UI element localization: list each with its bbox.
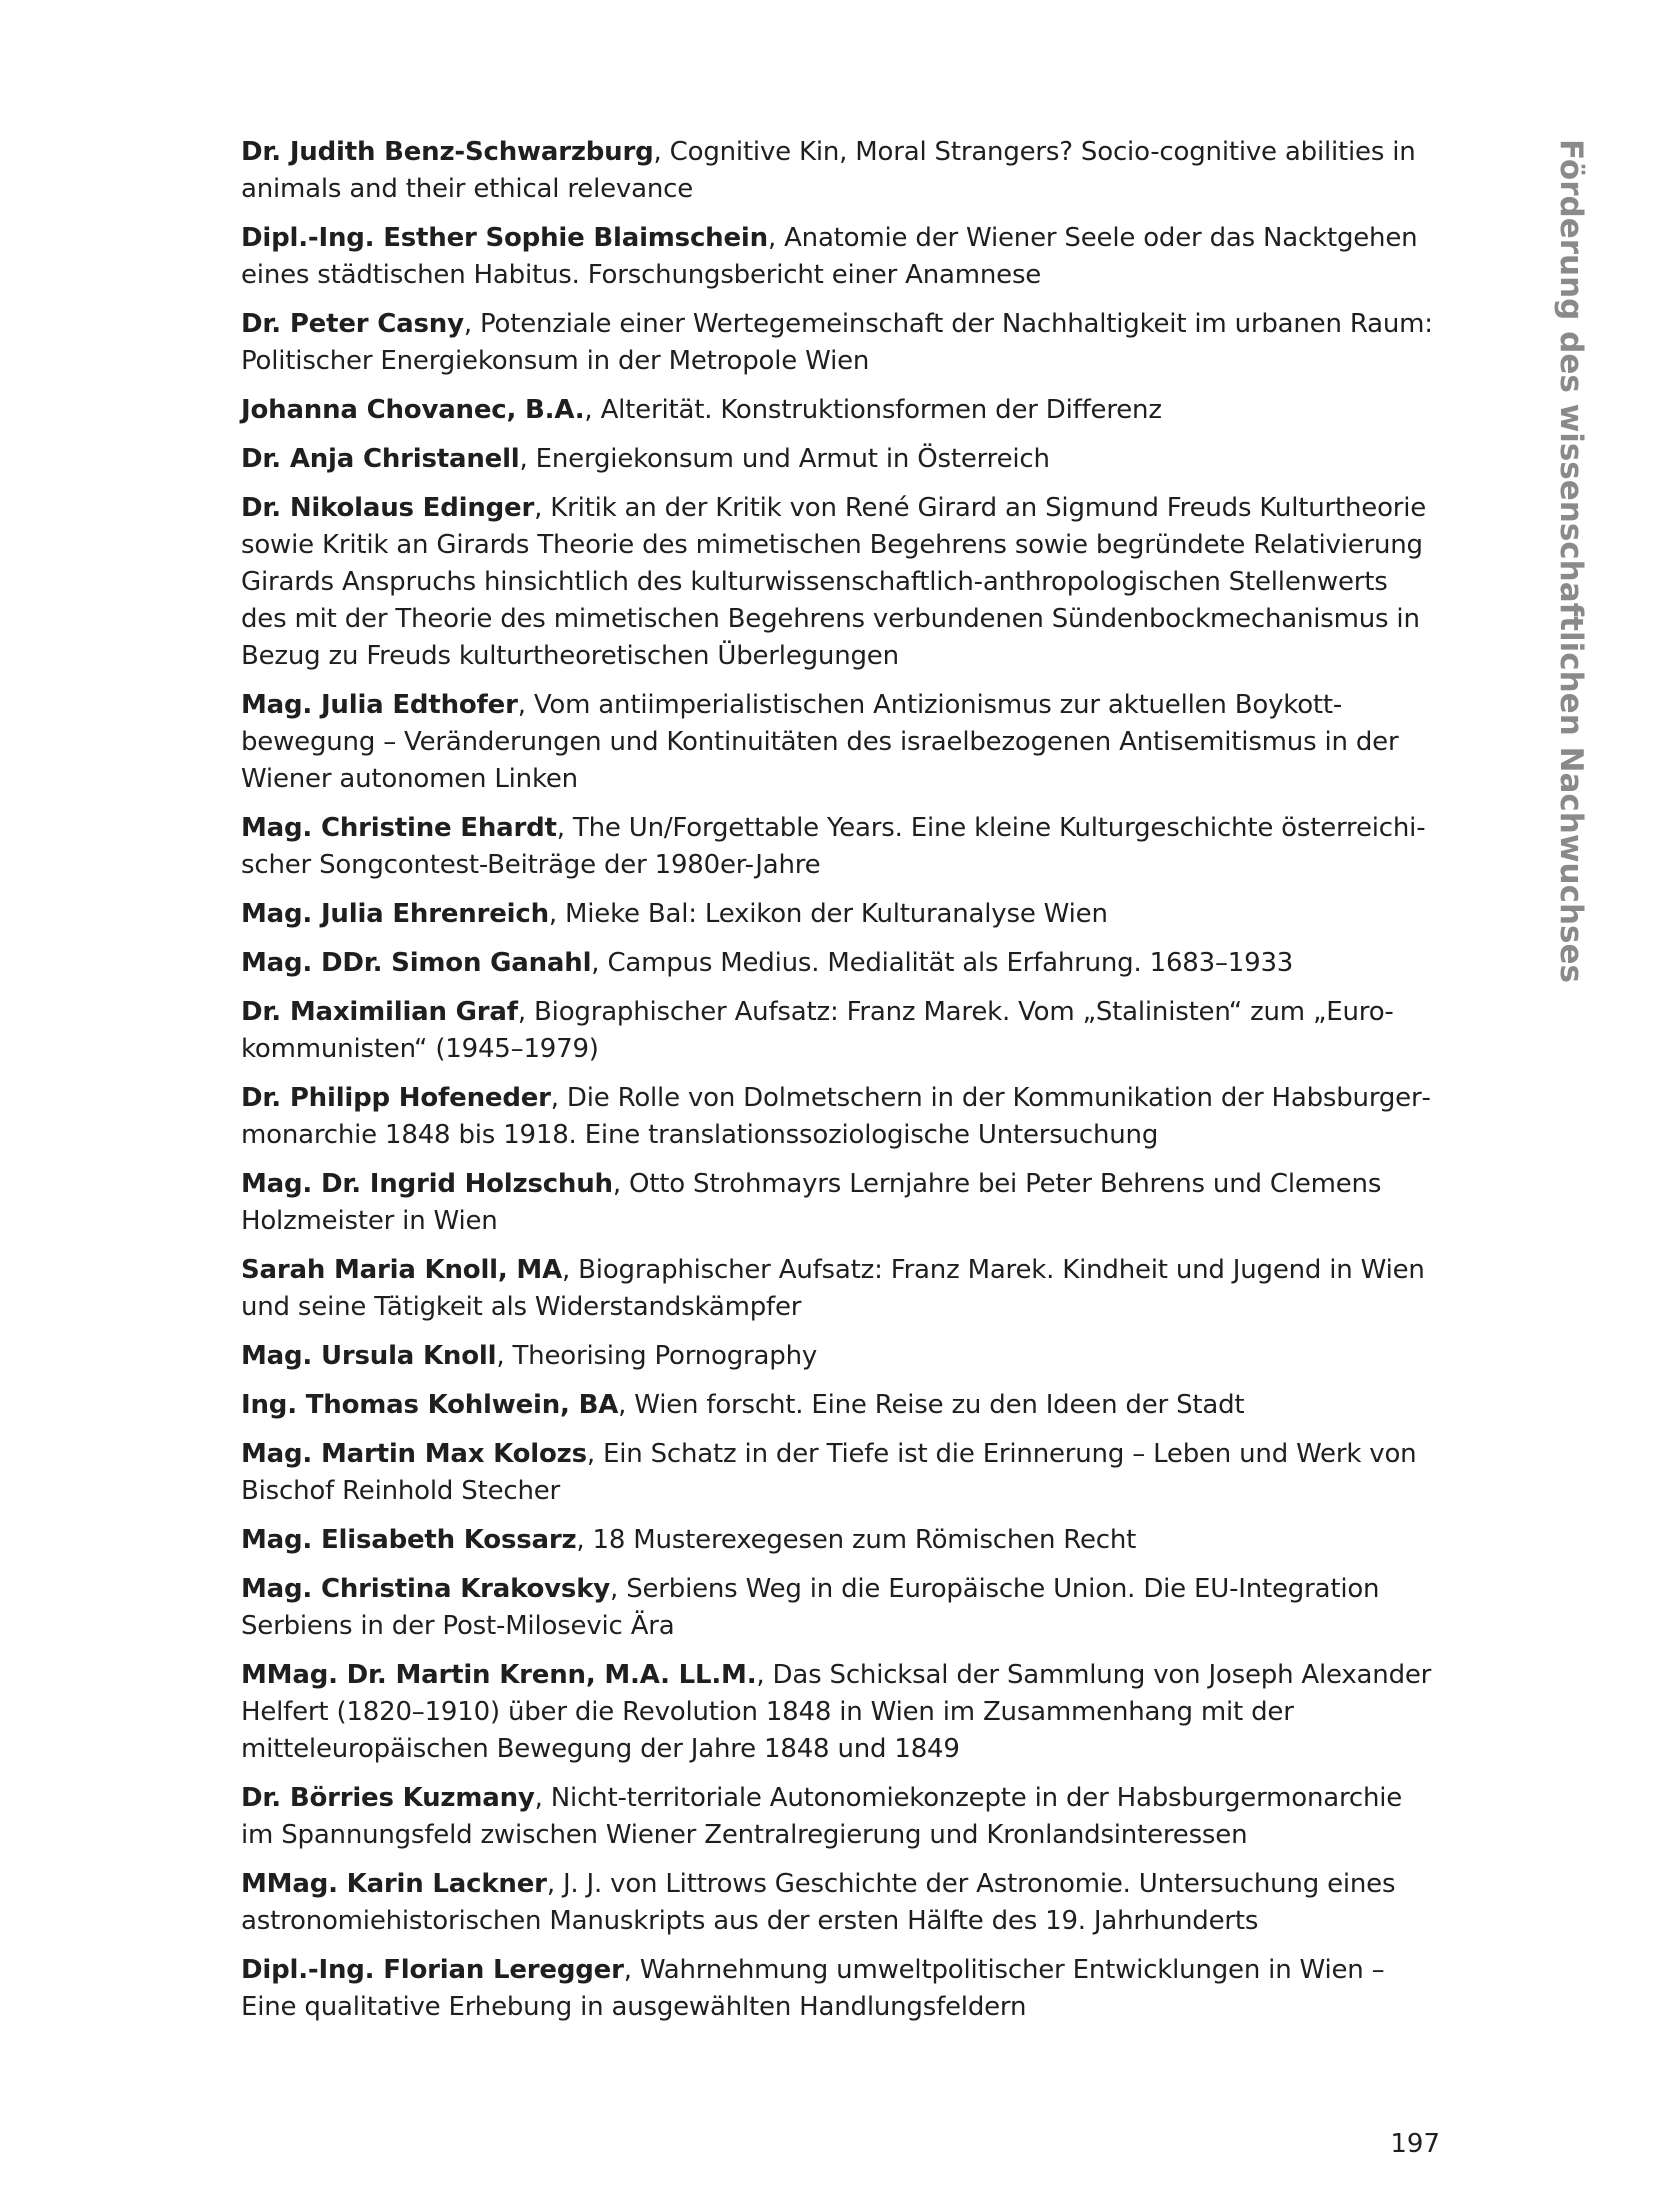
work-title: Das Schicksal der Sammlung von Joseph Alexander Helfert (1820–1910) über die Revolution 1848 in Wien im Zusammenhang mit der mitteleuropäischen Bewegung der Jahre 1848 und 1849 — [241, 1660, 1432, 1764]
work-title: J. J. von Littrows Geschichte der Astronomie. Untersuchung eines astronomiehistorischen Manuskripts aus der ersten Hälfte des 19. Jahrhunderts — [241, 1869, 1396, 1936]
author-name: Mag. Elisabeth Kossarz — [241, 1525, 577, 1555]
author-name: Dr. Anja Christanell — [241, 444, 520, 474]
author-name: Dipl.-Ing. Florian Leregger — [241, 1955, 624, 1985]
author-name: Mag. Martin Max Kolozs — [241, 1439, 587, 1469]
list-item: MMag. Dr. Martin Krenn, M.A. LL.M., Das Schicksal der Sammlung von Joseph Alexander Helfert (1820–1910) über die Revolution 1848 in Wien im Zusammenhang mit der mitteleuropäischen Bewegung der Jahre 1848 und 1849 — [241, 1660, 1432, 1764]
work-title: Potenziale einer Wertegemeinschaft der Nachhaltigkeit im urbanen Raum: Politischer Energiekonsum in der Metropole Wien — [241, 309, 1433, 376]
list-item: Mag. DDr. Simon Ganahl, Campus Medius. Medialität als Erfahrung. 1683–1933 — [241, 948, 1294, 978]
work-title: Cognitive Kin, Moral Strangers? Socio-cognitive abilities in animals and their ethical relevance — [241, 137, 1416, 204]
list-item: Dipl.-Ing. Florian Leregger, Wahrnehmung umweltpolitischer Entwicklungen in Wien – Eine qualitative Erhebung in ausgewählten Handlungsfeldern — [241, 1955, 1385, 2022]
list-item: Ing. Thomas Kohlwein, BA, Wien forscht. Eine Reise zu den Ideen der Stadt — [241, 1390, 1245, 1420]
author-name: Dipl.-Ing. Esther Sophie Blaimschein — [241, 223, 768, 253]
author-name: Mag. Christine Ehardt — [241, 813, 557, 843]
author-name: Mag. Dr. Ingrid Holzschuh — [241, 1169, 613, 1199]
list-item: Mag. Christine Ehardt, The Un/Forgettable Years. Eine kleine Kulturgeschichte österreichischer Songcontest-Beiträge der 1980er-Jahre — [241, 813, 1426, 880]
work-title: Ein Schatz in der Tiefe ist die Erinnerung – Leben und Werk von Bischof Reinhold Stecher — [241, 1439, 1417, 1506]
work-title: Die Rolle von Dolmetschern in der Kommunikation der Habsburgermonarchie 1848 bis 1918. Eine translationssoziologische Untersuchung — [241, 1083, 1431, 1150]
author-name: Sarah Maria Knoll, MA — [241, 1255, 563, 1285]
list-item: Johanna Chovanec, B.A., Alterität. Konstruktionsformen der Differenz — [241, 395, 1162, 425]
list-item: Mag. Dr. Ingrid Holzschuh, Otto Strohmayrs Lernjahre bei Peter Behrens und Clemens Holzmeister in Wien — [241, 1169, 1382, 1236]
section-title: Förderung des wissenschaftlichen Nachwuchses — [1553, 139, 1589, 983]
list-item: Dr. Peter Casny, Potenziale einer Wertegemeinschaft der Nachhaltigkeit im urbanen Raum: Politischer Energiekonsum in der Metropole Wien — [241, 309, 1433, 376]
work-title: Alterität. Konstruktionsformen der Differenz — [600, 395, 1162, 425]
author-name: Dr. Philipp Hofeneder — [241, 1083, 551, 1113]
work-title: Vom antiimperialistischen Antizionismus zur aktuellen Boykottbewegung – Veränderungen und Kontinuitäten des israelbezogenen Antisemitismus in der Wiener autonomen Linken — [241, 690, 1399, 794]
list-item: Dr. Maximilian Graf, Biographischer Aufsatz: Franz Marek. Vom „Stalinisten“ zum „Eurokommunisten“ (1945–1979) — [241, 997, 1394, 1064]
author-name: Dr. Börries Kuzmany — [241, 1783, 535, 1813]
author-name: Dr. Nikolaus Edinger — [241, 493, 535, 523]
author-name: Mag. Christina Krakovsky — [241, 1574, 611, 1604]
list-item: Dr. Judith Benz-Schwarzburg, Cognitive Kin, Moral Strangers? Socio-cognitive abilities in animals and their ethical relevance — [241, 137, 1416, 204]
work-title: Otto Strohmayrs Lernjahre bei Peter Behrens und Clemens Holzmeister in Wien — [241, 1169, 1382, 1236]
list-item: Mag. Elisabeth Kossarz, 18 Musterexegesen zum Römischen Recht — [241, 1525, 1137, 1555]
list-item: Mag. Julia Ehrenreich, Mieke Bal: Lexikon der Kulturanalyse Wien — [241, 899, 1108, 929]
list-item: Dr. Anja Christanell, Energiekonsum und Armut in Österreich — [241, 444, 1050, 474]
work-title: Kritik an der Kritik von René Girard an Sigmund Freuds Kulturtheorie sowie Kritik an Girards Theorie des mimetischen Begehrens sowie begründete Relativierung Girards Anspruchs hinsichtlich des kulturwissenschaftlich-anthropologischen Stellenwerts des mit der Theorie des mimetischen Begehrens verbundenen Sündenbockmechanismus in Bezug zu Freuds kulturtheoretischen Überlegungen — [241, 493, 1427, 671]
list-item: Dr. Philipp Hofeneder, Die Rolle von Dolmetschern in der Kommunikation der Habsburgermonarchie 1848 bis 1918. Eine translationssoziologische Untersuchung — [241, 1083, 1431, 1150]
author-name: Mag. Julia Edthofer — [241, 690, 518, 720]
author-name: Ing. Thomas Kohlwein, BA — [241, 1390, 619, 1420]
list-item: Mag. Martin Max Kolozs, Ein Schatz in der Tiefe ist die Erinnerung – Leben und Werk von Bischof Reinhold Stecher — [241, 1439, 1417, 1506]
list-item: Dr. Börries Kuzmany, Nicht-territoriale Autonomiekonzepte in der Habsburgermonarchie im Spannungsfeld zwischen Wiener Zentralregierung und Kronlandsinteressen — [241, 1783, 1403, 1850]
work-title: Energiekonsum und Armut in Österreich — [535, 444, 1050, 474]
work-title: Nicht-territoriale Autonomiekonzepte in der Habsburgermonarchie im Spannungsfeld zwischen Wiener Zentralregierung und Kronlandsinteressen — [241, 1783, 1403, 1850]
work-title: Biographischer Aufsatz: Franz Marek. Vom „Stalinisten“ zum „Eurokommunisten“ (1945–1979) — [241, 997, 1394, 1064]
list-item: Dr. Nikolaus Edinger, Kritik an der Kritik von René Girard an Sigmund Freuds Kulturtheorie sowie Kritik an Girards Theorie des mimetischen Begehrens sowie begründete Relativierung Girards Anspruchs hinsichtlich des kulturwissenschaftlich-anthropologischen Stellenwerts des mit der Theorie des mimetischen Begehrens verbundenen Sündenbockmechanismus in Bezug zu Freuds kulturtheoretischen Überlegungen — [241, 493, 1427, 671]
list-item: Mag. Christina Krakovsky, Serbiens Weg in die Europäische Union. Die EU-Integration Serbiens in der Post-Milosevic Ära — [241, 1574, 1380, 1641]
author-name: Mag. Ursula Knoll — [241, 1341, 497, 1371]
author-name: Mag. Julia Ehrenreich — [241, 899, 549, 929]
author-name: MMag. Karin Lackner — [241, 1869, 547, 1899]
list-item: Sarah Maria Knoll, MA, Biographischer Aufsatz: Franz Marek. Kindheit und Jugend in Wien und seine Tätigkeit als Widerstandskämpfer — [241, 1255, 1425, 1322]
work-title: Anatomie der Wiener Seele oder das Nacktgehen eines städtischen Habitus. Forschungsbericht einer Anamnese — [241, 223, 1418, 290]
work-title: Mieke Bal: Lexikon der Kulturanalyse Wien — [565, 899, 1108, 929]
work-title: 18 Musterexegesen zum Römischen Recht — [592, 1525, 1137, 1555]
work-title: Wien forscht. Eine Reise zu den Ideen der Stadt — [634, 1390, 1245, 1420]
list-item: MMag. Karin Lackner, J. J. von Littrows Geschichte der Astronomie. Untersuchung eines astronomiehistorischen Manuskripts aus der ersten Hälfte des 19. Jahrhunderts — [241, 1869, 1396, 1936]
work-title: Serbiens Weg in die Europäische Union. Die EU-Integration Serbiens in der Post-Milosevic Ära — [241, 1574, 1380, 1641]
author-name: Mag. DDr. Simon Ganahl — [241, 948, 592, 978]
author-name: MMag. Dr. Martin Krenn, M.A. LL.M. — [241, 1660, 757, 1690]
work-title: Wahrnehmung umweltpolitischer Entwicklungen in Wien – Eine qualitative Erhebung in ausgewählten Handlungsfeldern — [241, 1955, 1385, 2022]
work-title: Campus Medius. Medialität als Erfahrung. 1683–1933 — [607, 948, 1294, 978]
page-number: 197 — [1390, 2129, 1440, 2159]
author-name: Johanna Chovanec, B.A. — [241, 395, 585, 425]
work-title: The Un/Forgettable Years. Eine kleine Kulturgeschichte österreichischer Songcontest-Beiträge der 1980er-Jahre — [241, 813, 1426, 880]
list-item: Dipl.-Ing. Esther Sophie Blaimschein, Anatomie der Wiener Seele oder das Nacktgehen eines städtischen Habitus. Forschungsbericht einer Anamnese — [241, 223, 1418, 290]
author-name: Dr. Maximilian Graf — [241, 997, 518, 1027]
author-name: Dr. Peter Casny — [241, 309, 464, 339]
work-title: Theorising Pornography — [512, 1341, 818, 1371]
entry-list — [241, 134, 1441, 2038]
work-title: Biographischer Aufsatz: Franz Marek. Kindheit und Jugend in Wien und seine Tätigkeit als Widerstandskämpfer — [241, 1255, 1425, 1322]
list-item: Mag. Ursula Knoll, Theorising Pornography — [241, 1341, 818, 1371]
list-item: Mag. Julia Edthofer, Vom antiimperialistischen Antizionismus zur aktuellen Boykottbewegung – Veränderungen und Kontinuitäten des israelbezogenen Antisemitismus in der Wiener autonomen Linken — [241, 690, 1399, 794]
author-name: Dr. Judith Benz-Schwarzburg — [241, 137, 654, 167]
